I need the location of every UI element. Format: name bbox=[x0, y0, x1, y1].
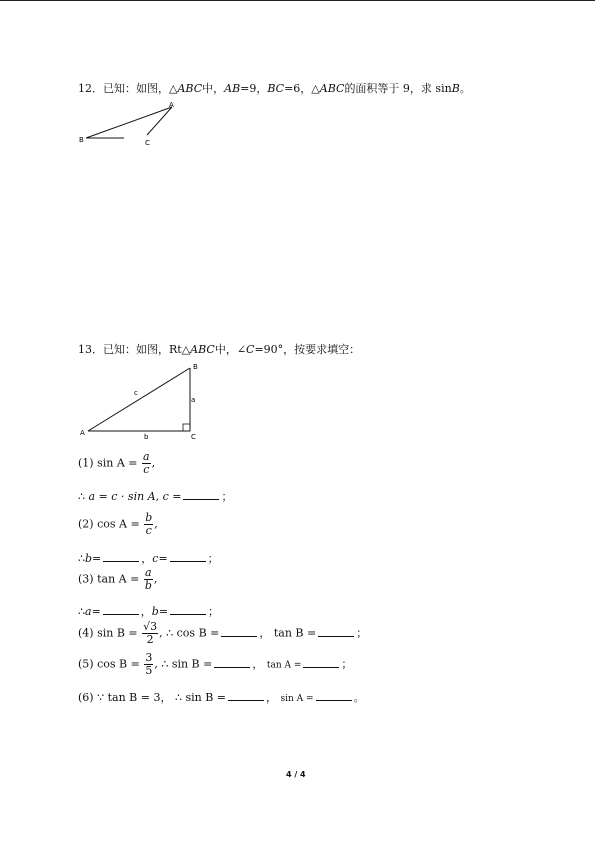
fraction-a-over-c: $\frac{a}{c}$ bbox=[143, 450, 150, 476]
answer-blank[interactable] bbox=[103, 605, 139, 615]
answer-blank[interactable] bbox=[103, 552, 139, 562]
side-a-label: a bbox=[191, 396, 196, 404]
question-number: 12． bbox=[78, 82, 103, 95]
item-1: (1) sin A = $\frac{a}{c}$ , bbox=[78, 450, 156, 476]
vertex-b-label: B bbox=[79, 136, 84, 144]
right-angle-mark bbox=[183, 424, 190, 431]
side-b-label: b bbox=[144, 433, 149, 441]
item-6: (6) ∵ tan B = 3， ∴ sin B = ， sin A = 。 bbox=[78, 691, 365, 704]
item-2-result: ∴b= ，c= ； bbox=[78, 552, 219, 565]
fraction-root3-over-2: $\frac{√3}{2}$ bbox=[143, 620, 158, 646]
question-13-text: 13．已知：如图，Rt△ABC中，∠C=90°，按要求填空： bbox=[78, 343, 361, 356]
item-5: (5) cos B = $\frac{3}{5}$ , ∴ sin B = ， tan A = ； bbox=[78, 651, 353, 677]
item-4: (4) sin B = $\frac{√3}{2}$ , ∴ cos B = ， tan B = ； bbox=[78, 620, 368, 646]
vertex-b-label: B bbox=[193, 363, 198, 371]
fraction-a-over-b: $\frac{a}{b}$ bbox=[144, 566, 152, 592]
fraction-b-over-c: $\frac{b}{c}$ bbox=[145, 511, 153, 537]
vertex-a-label: A bbox=[80, 429, 85, 437]
right-triangle-figure-13 bbox=[76, 360, 206, 442]
vertex-c-label: C bbox=[145, 139, 150, 147]
side-c-label: c bbox=[134, 389, 138, 397]
answer-blank[interactable] bbox=[303, 658, 339, 668]
item-3-result: ∴a= ，b= ； bbox=[78, 605, 220, 618]
item-2: (2) cos A = $\frac{b}{c}$ , bbox=[78, 511, 158, 537]
side-ab bbox=[86, 107, 172, 138]
top-border bbox=[0, 0, 595, 1]
answer-blank[interactable] bbox=[170, 605, 206, 615]
answer-blank[interactable] bbox=[183, 490, 219, 500]
vertex-c-label: C bbox=[191, 433, 196, 441]
answer-blank[interactable] bbox=[316, 691, 352, 701]
side-c bbox=[88, 368, 190, 431]
question-12-text: 12．已知：如图，△ABC中，AB=9，BC=6，△ABC的面积等于 9，求 sinB。 bbox=[78, 82, 471, 95]
answer-blank[interactable] bbox=[170, 552, 206, 562]
item-1-result: ∴ a = c · sin A, c = ； bbox=[78, 490, 233, 503]
answer-blank[interactable] bbox=[318, 627, 354, 637]
fraction-3-over-5: $\frac{3}{5}$ bbox=[145, 651, 153, 677]
question-number: 13． bbox=[78, 343, 103, 356]
answer-blank[interactable] bbox=[221, 627, 257, 637]
vertex-a-label: A bbox=[169, 101, 174, 109]
page-number: 4 / 4 bbox=[286, 770, 306, 779]
answer-blank[interactable] bbox=[214, 658, 250, 668]
triangle-figure-12 bbox=[74, 100, 184, 152]
answer-blank[interactable] bbox=[228, 691, 264, 701]
item-3: (3) tan A = $\frac{a}{b}$ , bbox=[78, 566, 158, 592]
